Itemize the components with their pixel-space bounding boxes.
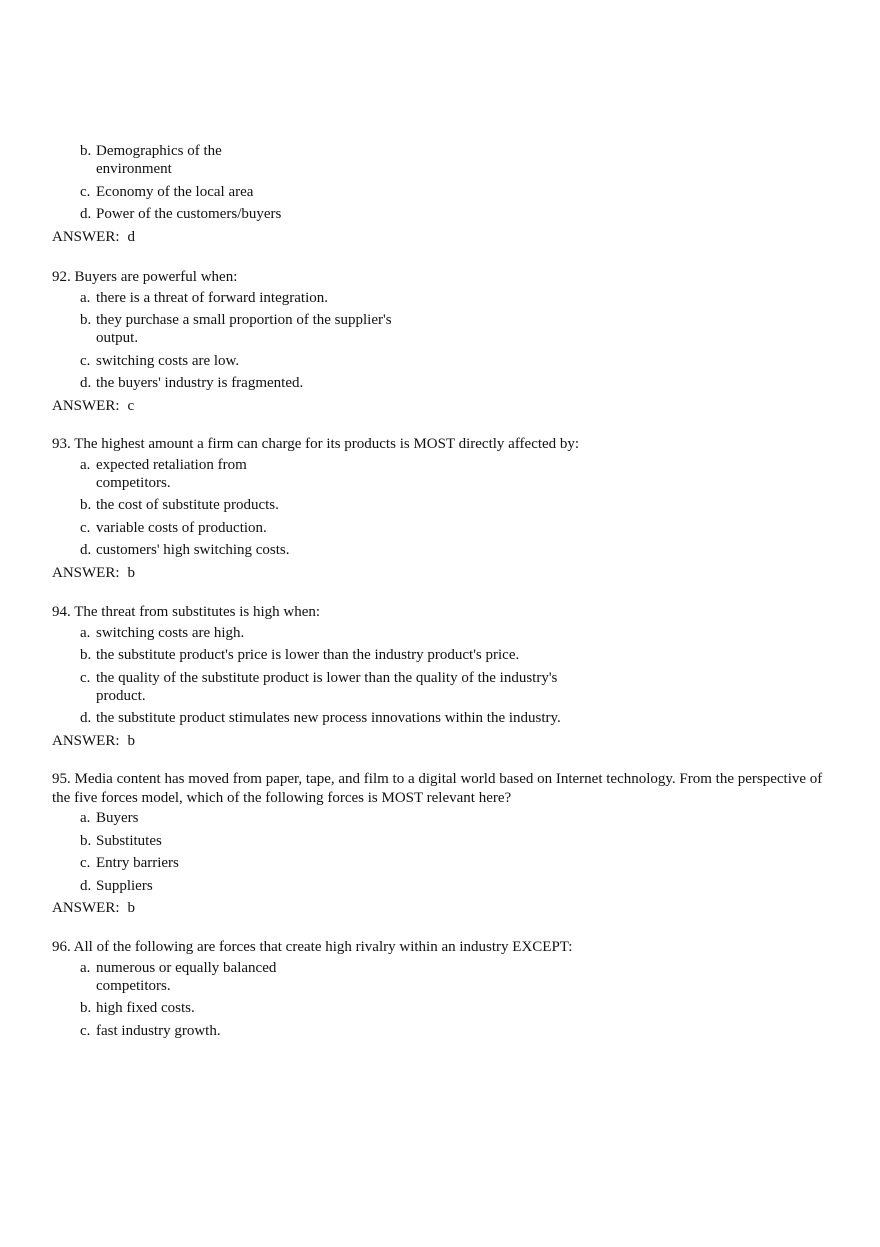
option	[52, 456, 832, 492]
option	[52, 809, 832, 827]
option-text: switching costs are low.	[96, 352, 240, 369]
option-letter: c.	[80, 855, 91, 871]
answer-line	[52, 564, 832, 582]
option	[52, 352, 832, 370]
option-letter: c.	[80, 1022, 91, 1039]
option-text: Demographics of the	[96, 143, 222, 159]
option-letter: a.	[80, 289, 91, 306]
option	[52, 1022, 832, 1040]
answer-label: ANSWER:	[52, 732, 120, 749]
question-text: 95. Media content has moved from paper, tape, and film to a digital world based on Internet technology. From the perspective of the five forces model, which of the following forces is MOST relevant here?	[52, 771, 823, 806]
answer-label: ANSWER:	[52, 228, 120, 245]
answer-value: d	[127, 228, 135, 245]
option-text: the buyers' industry is fragmented.	[96, 375, 304, 391]
answer-value: b	[127, 564, 135, 581]
answer-label: ANSWER:	[52, 397, 120, 414]
option	[52, 669, 832, 705]
question-block-92	[52, 268, 832, 415]
option-text-continued: competitors.	[96, 977, 171, 994]
answer-value: b	[127, 900, 135, 916]
option	[52, 374, 832, 392]
option-letter: a.	[80, 456, 91, 473]
question-text: 94. The threat from substitutes is high when:	[52, 604, 321, 620]
answer-label: ANSWER:	[52, 900, 120, 916]
answer-line	[52, 397, 832, 415]
option	[52, 142, 832, 178]
option-letter: b.	[80, 1000, 92, 1016]
answer-label: ANSWER:	[52, 564, 120, 581]
option-text: Power of the customers/buyers	[96, 206, 282, 222]
option	[52, 289, 832, 307]
question-block-93	[52, 435, 832, 582]
option	[52, 854, 832, 872]
option-letter: a.	[80, 624, 91, 641]
question-text: 93. The highest amount a firm can charge for its products is MOST directly affected by:	[52, 436, 580, 452]
option-text: Substitutes	[96, 832, 162, 849]
option-text: the substitute product's price is lower than the industry product's price.	[96, 647, 520, 663]
option-letter: b.	[80, 143, 92, 159]
option	[52, 541, 832, 559]
option-text: Economy of the local area	[96, 183, 254, 200]
option-text: Suppliers	[96, 877, 153, 894]
option	[52, 959, 832, 995]
answer-value: b	[127, 732, 135, 749]
option-text: Entry barriers	[96, 855, 179, 871]
option-text: high fixed costs.	[96, 1000, 195, 1016]
option-text: there is a threat of forward integration.	[96, 289, 328, 306]
option-letter: b.	[80, 832, 92, 849]
option-letter: d.	[80, 375, 92, 391]
option	[52, 832, 832, 850]
option-text: variable costs of production.	[96, 519, 267, 536]
question-block-94	[52, 603, 832, 750]
option-text: fast industry growth.	[96, 1022, 221, 1039]
option-letter: a.	[80, 959, 91, 976]
question-text: 92. Buyers are powerful when:	[52, 269, 238, 285]
option-text: switching costs are high.	[96, 624, 245, 641]
option-text: the substitute product stimulates new process innovations within the industry.	[96, 710, 561, 726]
answer-line	[52, 899, 832, 917]
option-letter: d.	[80, 710, 92, 726]
option-text-continued: environment	[96, 161, 172, 177]
option-letter: b.	[80, 647, 92, 663]
option-text: the quality of the substitute product is lower than the quality of the industry's	[96, 669, 558, 686]
option-letter: d.	[80, 877, 92, 894]
option-text: numerous or equally balanced	[96, 959, 277, 976]
option	[52, 646, 832, 664]
option-letter: d.	[80, 542, 92, 558]
option-text-continued: competitors.	[96, 474, 171, 491]
option-text-continued: product.	[96, 687, 146, 704]
option-letter: c.	[80, 669, 91, 686]
answer-value: c	[127, 397, 135, 414]
option-letter: d.	[80, 206, 92, 222]
option-text: customers' high switching costs.	[96, 542, 290, 558]
option	[52, 205, 832, 223]
option-letter: b.	[80, 497, 92, 513]
option	[52, 999, 832, 1017]
option	[52, 496, 832, 514]
question-block-95	[52, 770, 832, 917]
answer-line	[52, 732, 832, 750]
option	[52, 877, 832, 895]
option-letter: c.	[80, 352, 91, 369]
option-letter: c.	[80, 183, 91, 200]
answer-line	[52, 228, 832, 246]
option-letter: c.	[80, 519, 91, 536]
option-text: they purchase a small proportion of the supplier's	[96, 312, 392, 328]
option-letter: b.	[80, 312, 92, 328]
option	[52, 709, 832, 727]
option	[52, 519, 832, 537]
option-text: the cost of substitute products.	[96, 497, 279, 513]
option-letter: a.	[80, 810, 91, 826]
option-text-continued: output.	[96, 330, 139, 346]
option	[52, 183, 832, 201]
question-text: 96. All of the following are forces that create high rivalry within an industry EXCEPT:	[52, 939, 573, 955]
option-text: expected retaliation from	[96, 456, 247, 473]
option	[52, 624, 832, 642]
option	[52, 311, 832, 347]
question-block-91	[52, 142, 832, 246]
option-text: Buyers	[96, 810, 139, 826]
question-block-96	[52, 938, 832, 1044]
